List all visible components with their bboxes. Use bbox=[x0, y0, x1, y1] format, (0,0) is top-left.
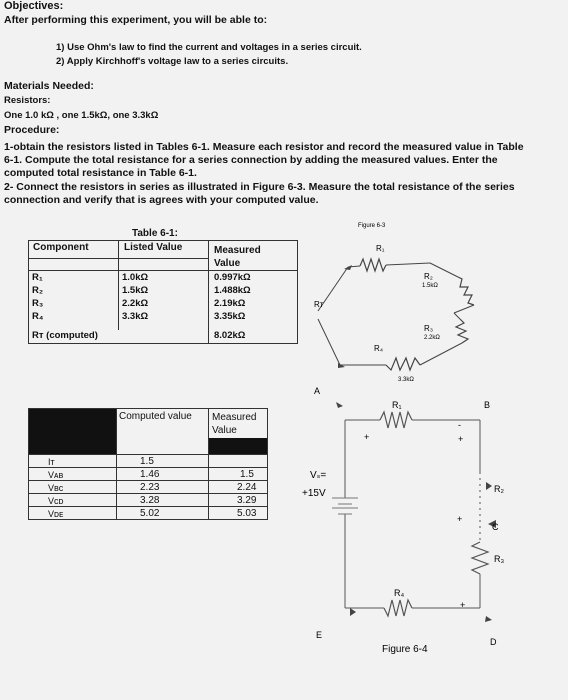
table1-cell: 3.35kΩ bbox=[214, 311, 246, 322]
table1-cell: 2.19kΩ bbox=[214, 298, 246, 309]
procedure-step-2 bbox=[4, 181, 524, 207]
table1-cell: 1.5kΩ bbox=[122, 285, 149, 296]
objectives-heading: Objectives: bbox=[4, 0, 64, 12]
table2-row-label: Vᴄᴅ bbox=[48, 496, 64, 506]
source-voltage-value: +15V bbox=[302, 488, 326, 499]
polarity-plus: + bbox=[460, 600, 466, 610]
figure-6-3-r2-label: R₂ bbox=[424, 272, 433, 281]
objective-item-2: 2) Apply Kirchhoff's voltage law to a series circuits. bbox=[56, 56, 289, 67]
table2-row-label: Vᴅᴇ bbox=[48, 509, 64, 519]
resistor-r3-symbol bbox=[456, 319, 468, 343]
table2-cell: 5.03 bbox=[237, 508, 257, 519]
table1-header-measured: Measured Value bbox=[214, 245, 261, 269]
figure-6-3-caption: Figure 6-3 bbox=[358, 223, 386, 229]
table2-header-computed: Computed value bbox=[119, 411, 192, 422]
node-d-label: D bbox=[490, 637, 497, 647]
table2-cell: 1.5 bbox=[140, 456, 154, 467]
figure-6-3-r1-label: R₁ bbox=[376, 244, 385, 253]
polarity-plus: + bbox=[458, 434, 464, 444]
resistor-r4-symbol bbox=[386, 358, 420, 370]
table1-cell: 1.488kΩ bbox=[214, 285, 251, 296]
table1-cell: R₁ bbox=[32, 272, 43, 283]
procedure-step-1-line: 1-obtain the resistors listed in Tables 6-1. Measure each resistor and record the measured value in Table bbox=[4, 141, 524, 153]
node-a-label: A bbox=[314, 386, 321, 396]
table2-row-label: Iᴛ bbox=[48, 457, 55, 467]
figure-6-3-r2-value: 1.5kΩ bbox=[422, 283, 438, 289]
procedure-step-2-line: connection and verify that is agrees with your computed value. bbox=[4, 194, 319, 207]
table1-cell: Rᴛ (computed) bbox=[32, 330, 98, 341]
figure-6-3-r3-value: 2.2kΩ bbox=[424, 335, 440, 341]
table2-row-label: Vᴀʙ bbox=[48, 470, 64, 480]
polarity-plus: + bbox=[364, 432, 370, 442]
resistor-r2-symbol bbox=[458, 277, 474, 305]
resistor-r1-symbol bbox=[360, 259, 386, 271]
table1-header-listed: Listed Value bbox=[124, 242, 183, 253]
polarity-plus: + bbox=[457, 514, 463, 524]
table1-title: Table 6-1: bbox=[132, 228, 178, 239]
procedure-step-1 bbox=[4, 141, 524, 181]
node-c-label: C bbox=[492, 522, 499, 532]
table1-header-component: Component bbox=[33, 242, 89, 253]
figure-6-4-r4-label: R₄ bbox=[394, 588, 405, 598]
table1-cell: R₂ bbox=[32, 285, 44, 296]
objective-item-1: 1) Use Ohm's law to find the current and voltages in a series circuit. bbox=[56, 42, 362, 53]
figure-6-3-rt-label: Rᴛ bbox=[314, 300, 324, 309]
procedure-step-1-line: 6-1. Compute the total resistance for a series connection by adding the measured values. Enter the bbox=[4, 154, 498, 167]
resistor-r3-symbol bbox=[472, 542, 488, 574]
table2-cell: 3.29 bbox=[237, 495, 257, 506]
resistor-r4-symbol bbox=[384, 600, 412, 616]
materials-resistor-list: One 1.0 kΩ , one 1.5kΩ, one 3.3kΩ bbox=[4, 110, 159, 121]
objectives-intro: After performing this experiment, you will be able to: bbox=[4, 14, 268, 26]
materials-heading: Materials Needed: bbox=[4, 80, 94, 92]
table2-header-measured: Measured Value bbox=[212, 412, 257, 436]
procedure-step-2-line: 2- Connect the resistors in series as illustrated in Figure 6-3. Measure the total resistance of the series bbox=[4, 181, 515, 193]
table2-cell: 2.24 bbox=[237, 482, 257, 493]
table1-cell: 0.997kΩ bbox=[214, 272, 251, 283]
figure-6-3-r4-label: R₄ bbox=[374, 344, 384, 353]
voltage-source-symbol bbox=[332, 498, 358, 514]
resistor-r1-symbol bbox=[380, 412, 412, 428]
table2-row-label: Vʙᴄ bbox=[48, 483, 64, 493]
table2-cell: 1.46 bbox=[140, 469, 160, 480]
table1-cell: R₃ bbox=[32, 298, 44, 309]
figure-6-4-r1-label: R₁ bbox=[392, 400, 402, 410]
figure-6-4-caption: Figure 6-4 bbox=[382, 644, 428, 655]
table1-cell: R₄ bbox=[32, 311, 44, 322]
table2-cell: 1.5 bbox=[240, 469, 254, 480]
table2-cell: 3.28 bbox=[140, 495, 160, 506]
node-b-label: B bbox=[484, 400, 491, 410]
figure-6-3-r4-value: 3.3kΩ bbox=[398, 377, 414, 383]
procedure-heading: Procedure: bbox=[4, 124, 60, 136]
table1-cell: 1.0kΩ bbox=[122, 272, 149, 283]
table2-cell: 2.23 bbox=[140, 482, 160, 493]
table1-cell: 8.02kΩ bbox=[214, 330, 246, 341]
procedure-step-1-line: computed total resistance in Table 6-1. bbox=[4, 167, 197, 180]
polarity-minus: - bbox=[458, 420, 461, 430]
figure-6-4 bbox=[300, 380, 568, 700]
figure-6-4-r3-label: R₃ bbox=[494, 554, 505, 564]
figure-6-3 bbox=[300, 215, 568, 395]
figure-6-4-r2-label: R₂ bbox=[494, 484, 504, 494]
table1-cell: 2.2kΩ bbox=[122, 298, 149, 309]
table2-cell: 5.02 bbox=[140, 508, 160, 519]
table1-cell: 3.3kΩ bbox=[122, 311, 149, 322]
source-voltage-label: Vₛ= bbox=[310, 470, 327, 481]
materials-resistors-label: Resistors: bbox=[4, 95, 51, 106]
figure-6-3-r3-label: R₃ bbox=[424, 324, 434, 333]
node-e-label: E bbox=[316, 630, 323, 640]
